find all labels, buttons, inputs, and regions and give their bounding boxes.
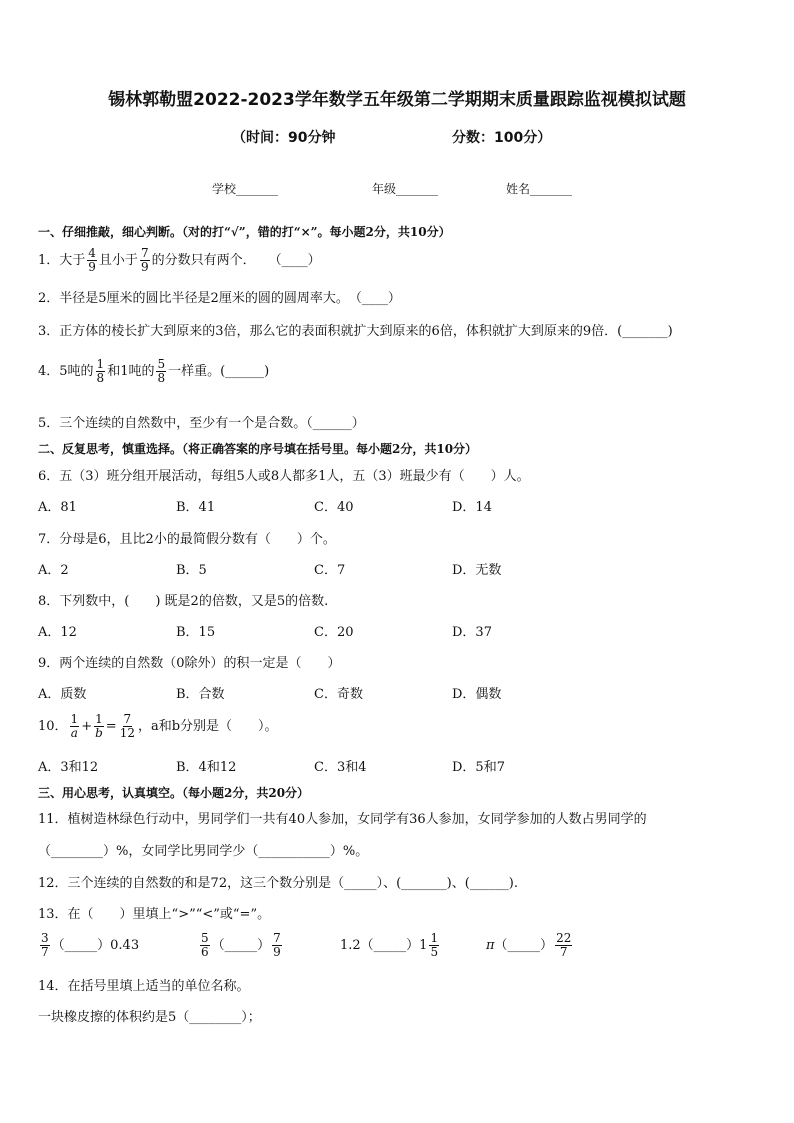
fraction-denominator: a [70,725,78,740]
question-12: 12．三个连续的自然数的和是72，这三个数分别是（_____）、(_______)、(______). [38,876,519,891]
fraction-denominator: 7 [41,944,49,959]
q6-option-d: D．14 [452,500,492,515]
q13-item-3-text: 1.2（_____）1 [340,937,428,953]
q7-option-a: A．2 [38,563,69,578]
exam-time: （时间：90分钟 [232,130,336,146]
q7-option-b: B．5 [176,563,207,578]
q7-option-d: D．无数 [452,563,502,578]
school-field: 学校_______ [212,182,279,196]
q6-option-a: A．81 [38,500,77,515]
q9-option-b: B．合数 [176,687,225,702]
pi-symbol: π [486,937,495,953]
q4-text-c: 一样重。(______) [168,363,270,379]
fraction-numerator: 4 [88,246,96,260]
fraction-numerator: 7 [123,712,132,726]
equals-sign: = [105,718,117,734]
q10-option-b: B．4和12 [176,760,237,775]
question-9: 9．两个连续的自然数（0除外）的积一定是（ ） [38,656,341,671]
fraction-denominator: 5 [430,944,439,959]
q9-option-a: A．质数 [38,687,87,702]
q4-text-a: 4．5吨的 [38,363,94,379]
fraction-numerator: 1 [96,357,105,371]
question-4 [38,358,269,384]
q9-option-d: D．偶数 [452,687,502,702]
question-11-line-1: 11．植树造林绿色行动中，男同学们一共有40人参加，女同学有36人参加，女同学参加的人数占男同学的 [38,812,647,827]
fraction-numerator: 22 [556,931,572,945]
question-6: 6．五（3）班分组开展活动，每组5人或8人都多1人，五（3）班最少有（ ）人。 [38,469,530,484]
question-11-line-2: （________）%，女同学比男同学少（___________）%。 [38,844,369,859]
section-3-heading: 三、用心思考，认真填空。（每小题2分，共20分） [38,786,310,800]
fraction-numerator: 3 [41,931,49,945]
q13-item-1 [38,932,139,958]
question-8: 8．下列数中，( ) 既是2的倍数，又是5的倍数. [38,594,329,609]
fraction-numerator: 5 [157,357,166,371]
fraction-7-9 [272,932,282,958]
fraction-numerator: 1 [430,931,439,945]
fraction-22-7 [555,932,572,958]
q8-option-d: D．37 [452,625,492,640]
question-13: 13．在（ ）里填上“>”“<”或“=”。 [38,907,271,922]
q8-option-a: A．12 [38,625,77,640]
q8-option-c: C．20 [314,625,354,640]
fraction-1-b [94,713,104,739]
q6-option-c: C．40 [314,500,354,515]
q13-item-3 [340,932,441,958]
q8-option-b: B．15 [176,625,216,640]
question-10 [38,713,278,739]
fraction-denominator: 8 [157,370,166,385]
question-7: 7．分母是6，且比2小的最简假分数有（ ）个。 [38,532,336,547]
fraction-denominator: 6 [201,944,209,959]
q13-item-4 [486,932,574,958]
fraction-numerator: 1 [70,712,79,726]
fraction-1-8 [96,358,106,384]
q13-item-4-text: （_____） [494,937,554,953]
question-5: 5．三个连续的自然数中，至少有一个是合数。（______） [38,416,365,431]
q7-option-c: C．7 [314,563,346,578]
q10-label: 10． [38,718,68,734]
fraction-denominator: 9 [88,259,96,274]
section-1-heading: 一、仔细推敲，细心判断。（对的打“√”，错的打“×”。每小题2分，共10分） [38,225,451,239]
name-field: 姓名_______ [506,182,573,196]
q1-text-a: 1．大于 [38,252,86,268]
plus-sign: + [81,718,93,734]
q1-text-b: 且小于 [98,252,138,268]
q13-item-2 [198,932,284,958]
fraction-denominator: 12 [119,725,135,740]
fraction-numerator: 7 [273,931,281,945]
grade-field: 年级_______ [372,182,439,196]
fraction-5-8 [156,358,166,384]
question-1 [38,247,321,273]
exam-title: 锡林郭勒盟2022-2023学年数学五年级第二学期期末质量跟踪监视模拟试题 [108,90,686,110]
fraction-numerator: 1 [95,712,103,726]
q10-option-c: C．3和4 [314,760,367,775]
fraction-1-a [70,713,80,739]
q10-option-a: A．3和12 [38,760,99,775]
q1-text-c: 的分数只有两个． （____） [151,252,321,268]
q4-text-b: 和1吨的 [107,363,155,379]
fraction-7-12 [119,713,136,739]
fraction-3-7 [40,932,50,958]
fraction-5-6 [200,932,210,958]
q13-item-2-text: （_____） [211,937,271,953]
fraction-denominator: b [95,725,103,740]
q10-text: ，a和b分别是（ ）。 [137,718,278,734]
fraction-denominator: 9 [140,259,149,274]
q10-option-d: D．5和7 [452,760,505,775]
question-14: 14．在括号里填上适当的单位名称。 [38,979,250,994]
q6-option-b: B．41 [176,500,216,515]
q13-item-1-text: （_____）0.43 [51,937,140,953]
q9-option-c: C．奇数 [314,687,363,702]
fraction-denominator: 8 [96,370,105,385]
exam-score: 分数：100分） [452,130,552,146]
fraction-numerator: 7 [140,246,149,260]
question-2: 2．半径是5厘米的圆比半径是2厘米的圆的圆周率大。 （____） [38,291,401,306]
fraction-1-5 [429,932,439,958]
fraction-numerator: 5 [201,931,209,945]
fraction-4-9 [87,247,97,273]
fraction-denominator: 9 [273,944,281,959]
question-3: 3．正方体的棱长扩大到原来的3倍，那么它的表面积就扩大到原来的6倍，体积就扩大到原来的9倍．(_______) [38,324,673,339]
question-14-line-1: 一块橡皮擦的体积约是5（________）； [38,1010,261,1025]
section-2-heading: 二、反复思考，慎重选择。（将正确答案的序号填在括号里。每小题2分，共10分） [38,442,478,456]
fraction-denominator: 7 [559,944,568,959]
fraction-7-9 [140,247,150,273]
